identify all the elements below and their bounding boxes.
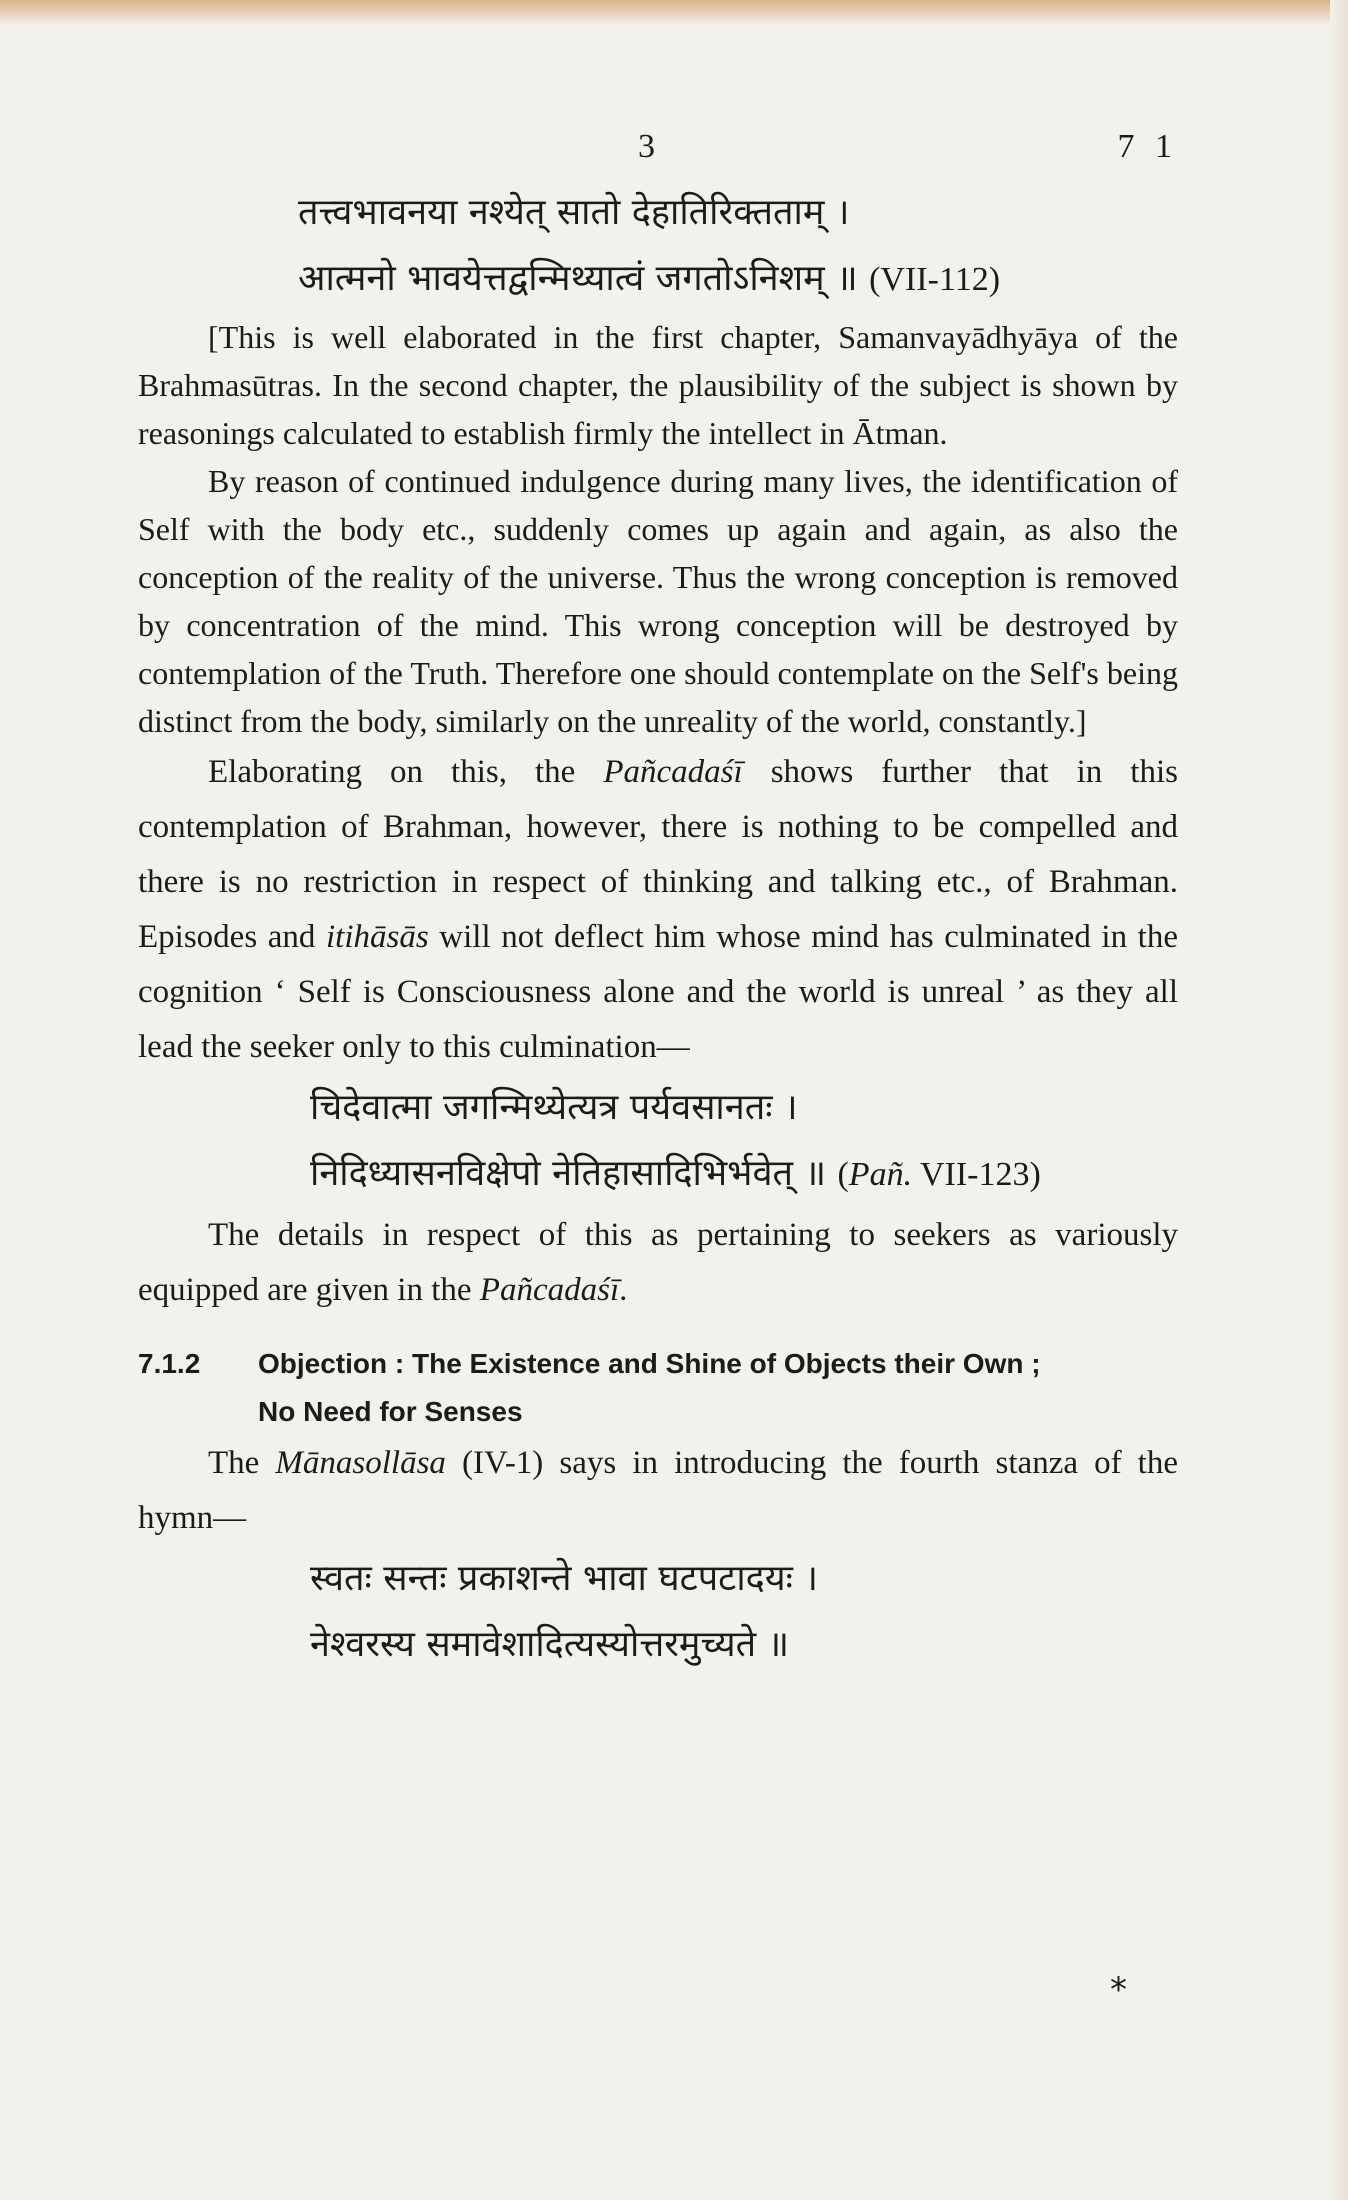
page-reference: 7 1 bbox=[1117, 128, 1178, 165]
paragraph-3-text-3: will not deflect him whose mind has culminated in the cognition ‘ Self is Consciousness alone and the world is unreal ’ as they all lead the seeker only to this culmination— bbox=[138, 919, 1178, 1065]
paragraph-2: By reason of continued indulgence during many lives, the identification of Self with the body etc., suddenly comes up again and again, as also the conception of the reality of the universe. Thus the wrong conception is removed by concentration of the mind. This wrong conception will be destroyed by contemplation of the Truth. Therefore one should contemplate on the Self's being distinct from the body, similarly on the unreality of the world, constantly.] bbox=[138, 463, 1178, 739]
page-edge-top bbox=[0, 0, 1348, 26]
page-content bbox=[138, 120, 1178, 1678]
paragraph-1: [This is well elaborated in the first chapter, Samanvayādhyāya of the Brahmasūtras. In the second chapter, the plausibility of the subject is shown by reasonings calculated to establish firmly the intellect in Ātman. bbox=[138, 319, 1178, 451]
section-heading bbox=[138, 1340, 1178, 1436]
verse-2-line-2-text: निदिध्यासनविक्षेपो नेतिहासादिभिर्भवेत् ॥ bbox=[310, 1153, 827, 1194]
footer-star-mark: * bbox=[1110, 1970, 1127, 2010]
paragraph-3 bbox=[138, 745, 1178, 1075]
verse-1-line-1: तत्त्वभावनया नश्येत् सातो देहातिरिक्तताम् । bbox=[298, 192, 850, 233]
paragraph-4-italic-1: Pañcadaśī bbox=[479, 1272, 620, 1308]
verse-1-line-2-text: आत्मनो भावयेत्तद्वन्मिथ्यात्वं जगतोऽनिशम् ॥ bbox=[298, 258, 858, 299]
paragraph-5-text-1: The bbox=[208, 1445, 276, 1481]
paragraph-4-text-2: . bbox=[619, 1272, 628, 1308]
page-edge-right bbox=[1330, 0, 1348, 2200]
page-number: 3 bbox=[638, 128, 655, 165]
paragraph-3-text-1: Elaborating on this, the bbox=[208, 754, 604, 790]
section-number: 7.1.2 bbox=[138, 1348, 201, 1379]
verse-2-ref-open: ( bbox=[837, 1156, 849, 1193]
verse-2-reference bbox=[837, 1156, 1040, 1193]
section-title-line-1: Objection : The Existence and Shine of Objects their Own ; bbox=[258, 1348, 1041, 1379]
verse-2-ref-rest: VII-123) bbox=[912, 1156, 1041, 1193]
verse-3-line-2: नेश्वरस्य समावेशादित्यस्योत्तरमुच्यते ॥ bbox=[310, 1624, 790, 1665]
paragraph-5 bbox=[138, 1436, 1178, 1546]
verse-2-ref-italic: Pañ. bbox=[848, 1156, 913, 1193]
section-title-line-2: No Need for Senses bbox=[258, 1396, 523, 1427]
paragraph-4-text-1: The details in respect of this as pertaining to seekers as variously equipped are given in the bbox=[138, 1217, 1178, 1308]
paragraph-3-text-2: shows further that in this contemplation of Brahman, however, there is nothing to be compelled and there is no restriction in respect of thinking and talking etc., of Brahman. Episodes and bbox=[138, 754, 1178, 955]
verse-3-line-1: स्वतः सन्तः प्रकाशन्ते भावा घटपटादयः । bbox=[310, 1558, 819, 1599]
paragraph-3-italic-1: Pañcadaśī bbox=[603, 754, 743, 790]
verse-2-line-2 bbox=[138, 1141, 1178, 1208]
paragraph-5-italic-1: Mānasollāsa bbox=[275, 1445, 446, 1481]
paragraph-5-text-2: (IV-1) says in introducing the fourth stanza of the hymn— bbox=[138, 1445, 1178, 1536]
paragraph-4 bbox=[138, 1208, 1178, 1318]
verse-2-line-1: चिदेवात्मा जगन्मिथ्येत्यत्र पर्यवसानतः । bbox=[310, 1087, 798, 1128]
page-header bbox=[138, 120, 1178, 180]
verse-1-reference: (VII-112) bbox=[869, 261, 1001, 298]
verse-1-line-2 bbox=[138, 246, 1178, 313]
paragraph-3-italic-2: itihāsās bbox=[326, 919, 429, 955]
